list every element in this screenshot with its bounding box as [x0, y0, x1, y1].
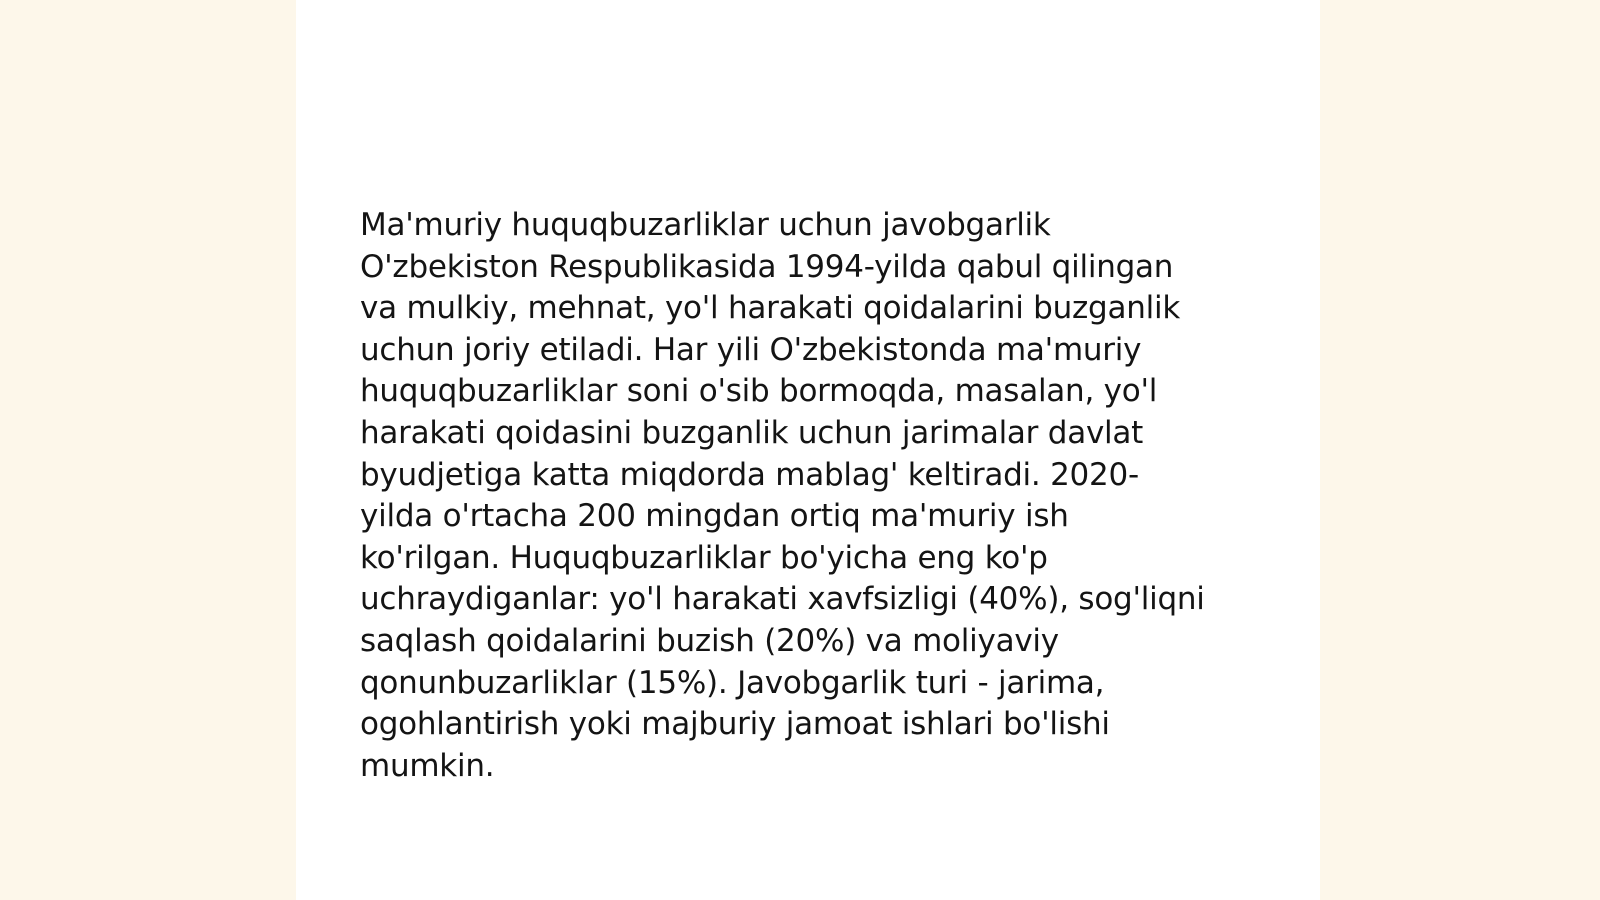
document-page: [296, 0, 1320, 900]
body-paragraph: Ma'muriy huquqbuzarliklar uchun javobgarlik O'zbekiston Respublikasida 1994-yilda qabul qilingan va mulkiy, mehnat, yo'l harakati qoidalarini buzganlik uchun joriy etiladi. Har yili O'zbekistonda ma'muriy huquqbuzarliklar soni o'sib bormoqda, masalan, yo'l harakati qoidasini buzganlik uchun jarimalar davlat byudjetiga katta miqdorda mablag' keltiradi. 2020- yilda o'rtacha 200 mingdan ortiq ma'muriy ish ko'rilgan. Huquqbuzarliklar bo'yicha eng ko'p uchraydiganlar: yo'l harakati xavfsizligi (40%), sog'liqni saqlash qoidalarini buzish (20%) va moliyaviy qonunbuzarliklar (15%). Javobgarlik turi - jarima, ogohlantirish yoki majburiy jamoat ishlari bo'lishi mumkin.: [360, 207, 1205, 784]
